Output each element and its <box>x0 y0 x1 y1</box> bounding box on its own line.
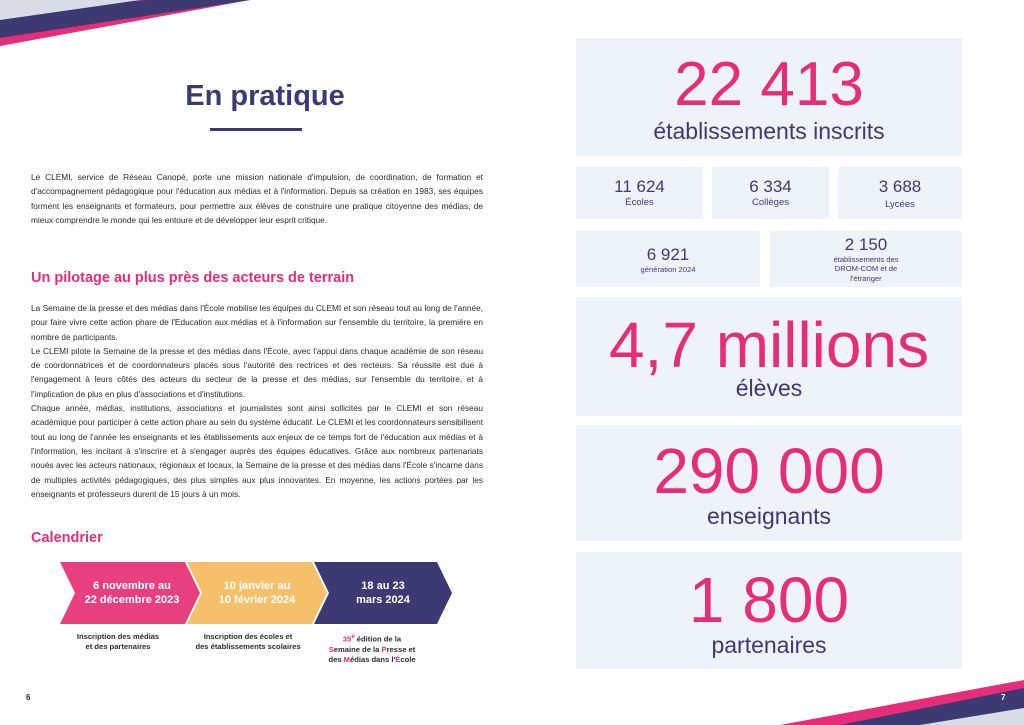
enseignants-label: enseignants <box>706 503 832 529</box>
calendar-step-2-line1: 10 janvier au <box>223 580 291 592</box>
calendar-step-3-caption-line1 <box>302 632 442 645</box>
edition-number: 35 <box>342 634 352 644</box>
calendar-step-2-line2: 10 février 2024 <box>218 594 296 606</box>
enseignants-number: 290 000 <box>653 435 885 507</box>
etablissements-number: 22 413 <box>674 50 864 119</box>
page-number-right: 7 <box>1001 693 1006 702</box>
stat-drom-com <box>770 231 962 287</box>
calendar-step-1-caption-line1: Inscription des médias <box>76 632 160 641</box>
calendar-heading: Calendrier <box>31 530 103 546</box>
body-paragraph-3: Chaque année, médias, institutions, associations et journalistes sont ainsi sollicités par le CLEMI et son réseau académique pour participer à cette action phare au sein du système éducatif. Le CLEMI et les coordonnateurs sensibilisent tout au long de l'année les enseignants et les établissements aux enjeux de ce temps fort de l'éducation aux médias et à l'information, les incitant à s'inscrire et à s'engager auprès des équipes éducatives. Grâce aux nombreux partenariats noués avec les acteurs nationaux, régionaux et locaux, la Semaine de la presse et des médias dans l'École s'incarne dans de multiples activités pédagogiques, des plus simples aux plus innovantes. En moyenne, les actions portées par les enseignants et professeurs durent de 15 jours à un mois. <box>31 403 483 499</box>
ecoles-label: Écoles <box>625 197 654 208</box>
drom-label-line3: l'étranger <box>850 273 882 283</box>
calendar-step-1-line2: 22 décembre 2023 <box>84 594 180 606</box>
body-paragraph-1: La Semaine de la presse et des médias dans l'École mobilise les équipes du CLEMI et son réseau tout au long de l'année, pour faire vivre cette action phare de l'Education aux médias et à l'information sur l'ensemble du territoire, la première en nombre de participants. <box>31 303 483 342</box>
caption-text-e: cole <box>400 654 416 664</box>
calendar-step-1-line1: 6 novembre au <box>93 580 171 592</box>
calendar-step-2-caption-line1: Inscription des écoles et <box>203 632 293 641</box>
calendar-step-1-caption-line2: et des partenaires <box>85 642 151 651</box>
page-title: En pratique <box>185 80 345 112</box>
stat-lycees <box>838 167 962 219</box>
calendar-step-3-line1: 18 au 23 <box>361 580 405 592</box>
body-text <box>31 301 483 501</box>
partenaires-label: partenaires <box>711 632 827 658</box>
eleves-number: 4,7 millions <box>608 309 930 381</box>
page-number-left: 6 <box>26 693 31 702</box>
partenaires-number: 1 800 <box>688 564 850 636</box>
top-left-stripe-decoration <box>0 0 250 48</box>
lycees-number: 3 688 <box>878 177 922 196</box>
letter-s: S <box>328 644 334 654</box>
caption-text-b: resse et <box>386 644 416 654</box>
stat-eleves <box>576 297 962 416</box>
bottom-right-stripe-decoration <box>780 680 1024 725</box>
colleges-label: Collèges <box>752 197 789 208</box>
stat-ecoles <box>576 167 703 219</box>
calendar-step-3-caption-line2 <box>302 645 442 655</box>
etablissements-label: établissements inscrits <box>653 118 885 144</box>
body-paragraph-2: Le CLEMI pilote la Semaine de la presse et des médias dans l'École, avec l'appui dans chaque académie de son réseau de coordonnatrices et de coordonnateurs placés sous l'autorité des rectrices et des recteurs. Sa réussite est due à l'engagement à leurs côtés des acteurs du secteur de la presse et des médias, sur l'ensemble du territoire, et à l'implication de plus en plus d'associations et d'institutions. <box>31 345 483 399</box>
calendar-step-2-caption <box>178 632 318 652</box>
calendar-step-3-caption-line3 <box>302 655 442 665</box>
intro-paragraph: Le CLEMI, service de Réseau Canopé, porte une mission nationale d'impulsion, de coordination, de formation et d'accompagnement pédagogique pour l'éducation aux médias et à l'information. Depuis sa création en 1983, ses équipes forment les enseignants et formateurs, pour permettre aux élèves de construire une pratique citoyenne des médias, de mieux comprendre le monde qui les entoure et de développer leur esprit critique. <box>31 172 483 226</box>
title-underline <box>210 128 302 131</box>
colleges-number: 6 334 <box>749 177 792 196</box>
caption-text-d: édias dans l' <box>349 654 396 664</box>
stat-partenaires <box>576 552 962 669</box>
drom-label-line1: établissements des <box>833 255 899 264</box>
letter-e: É <box>395 654 401 664</box>
drom-label-line2: DROM-COM et de <box>834 264 898 274</box>
calendar-step-3-line2: mars 2024 <box>356 594 410 606</box>
caption-text-c: des <box>328 654 344 664</box>
lycees-label: Lycées <box>885 199 915 210</box>
calendar-step-3-dates <box>323 579 443 607</box>
generation-number: 6 921 <box>646 245 690 264</box>
drom-number: 2 150 <box>844 235 888 254</box>
letter-m: M <box>343 654 350 664</box>
calendar-step-2-caption-line2: des établissements scolaires <box>195 642 301 651</box>
edition-suffix: e <box>351 634 355 640</box>
caption-text-a: emaine de la <box>333 644 382 654</box>
stat-etablissements <box>576 38 962 156</box>
calendar-step-1-dates <box>72 579 192 607</box>
stat-generation <box>576 231 760 287</box>
section-heading: Un pilotage au plus près des acteurs de terrain <box>31 270 355 286</box>
calendar-step-3-caption <box>302 632 442 665</box>
stat-colleges <box>712 167 829 219</box>
edition-text: édition de la <box>354 634 402 644</box>
drom-label <box>770 255 962 283</box>
calendar-step-1-caption <box>48 632 188 652</box>
stat-enseignants <box>576 425 962 541</box>
generation-label: génération 2024 <box>640 265 696 274</box>
eleves-label: élèves <box>735 375 803 401</box>
ecoles-number: 11 624 <box>614 177 665 196</box>
calendar-step-2-dates <box>197 579 317 607</box>
letter-p: P <box>381 644 387 654</box>
